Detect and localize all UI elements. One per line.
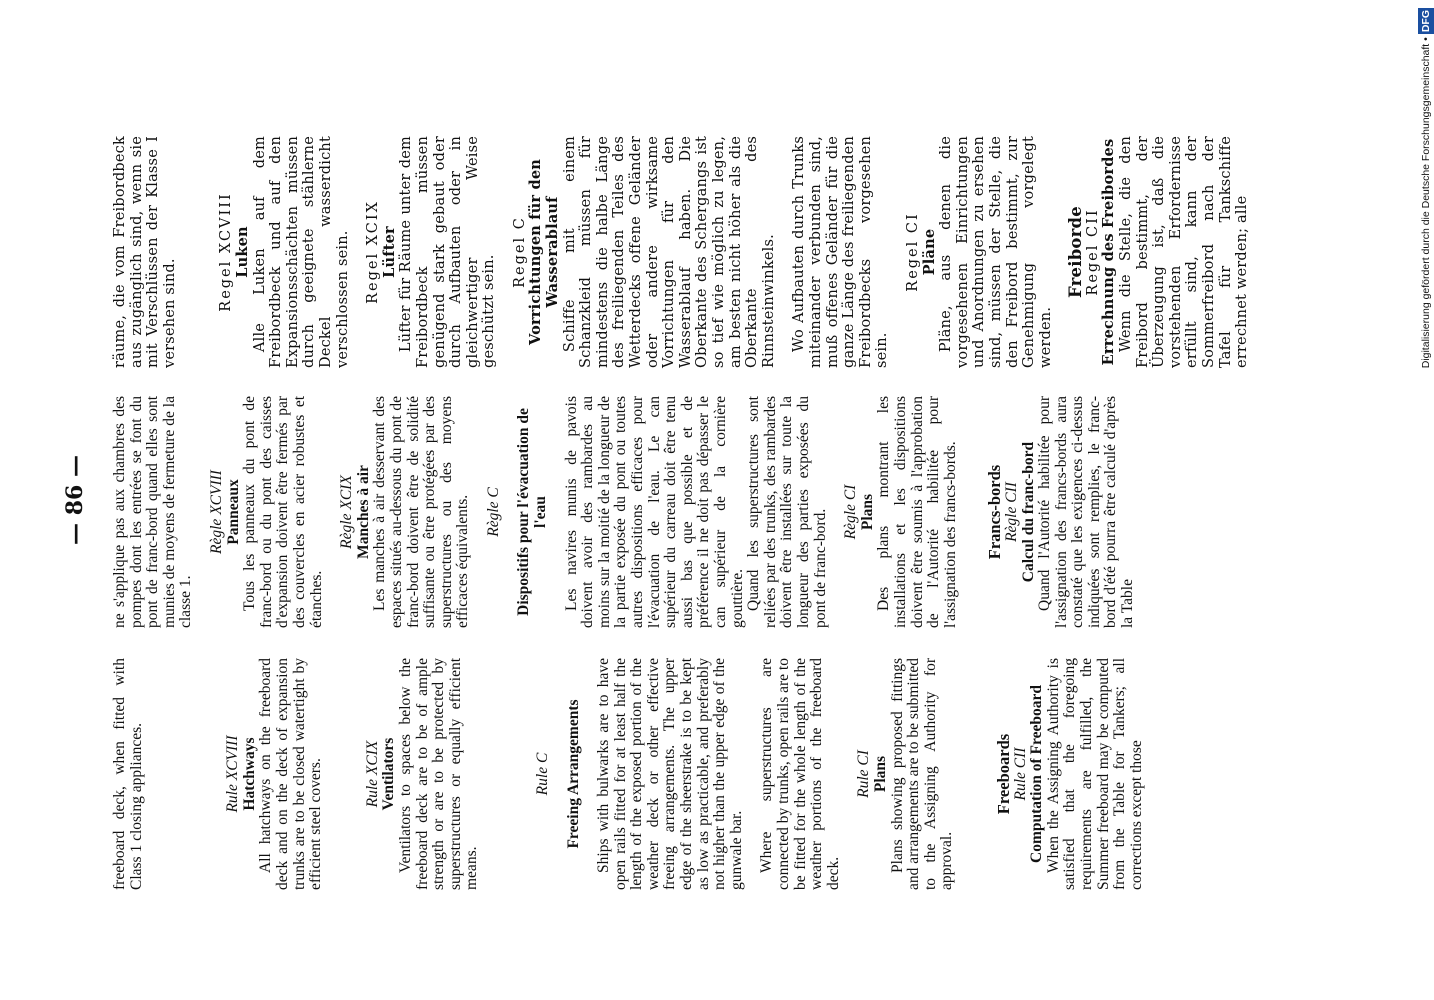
regle-cii-label: Règle CII: [1002, 482, 1020, 542]
luefter-text: Lüfter für Räume unter dem Freibordbeck müssen genügend stark gebaut oder durch Aufbauten oder in gleichwertiger Weise geschützt sein.: [398, 136, 498, 368]
continued-text: ne s'applique pas aux chambres des pompes dont les entrées se font du pont de franc-bord quand elles sont munies de moyens de fermeture de la classe 1.: [111, 396, 195, 628]
dispositifs-text-2: Quand les superstructures sont reliées par des trunks, des rambardes doivent être installées sur toute la longueur des parties exposées du pont de franc-bord.: [745, 396, 829, 628]
rule-xcix-label: Rule XCIX: [363, 740, 381, 808]
dispositifs-text-1: Les navires munis de pavois doivent avoir des rambardes au moins sur la moitié de la longueur de la partie exposée du pont ou toutes autres dispositions efficaces pour l'évacuation de l'eau. Le can supérieur du carreau doit être tenu aussi bas que possible et de préférence il ne doit pas dépasser le can supérieur de la cornière gouttière.: [562, 396, 746, 628]
computation-text: When the Assigning Authority is satisfied that the foregoing requirements are fulfilled, the Summer freeboard may be computed from the Table for Tankers; all corrections except those: [1044, 658, 1145, 890]
plaene-text: Pläne, aus denen die vorgesehenen Einrichtungen und Anordnungen zu ersehen sind, müssen der Stelle, die den Freibord bestimmt, zur Genehmigung vorgelegt werden.: [938, 136, 1054, 368]
ventilators-text: Ventilators to spaces below the freeboard deck are to be of ample strength or are to be protected by superstructures or equally efficient means.: [396, 658, 481, 890]
errechnung-heading: Errechnung des Freibordes: [1100, 138, 1118, 366]
freeing-arrangements-text-2: Where superstructures are connected by trunks, open rails are to be fitted for the whole length of the weather portions of the freeboard deck.: [758, 658, 842, 890]
english-column: [112, 658, 1145, 890]
luken-heading: Luken: [233, 226, 251, 278]
panneaux-heading: Panneaux: [224, 479, 242, 545]
freeboards-title: Freeboards: [993, 733, 1013, 815]
luken-text: Alle Luken auf dem Freibordbeck und auf den Expansionsschächten müssen durch geeignete stählerne Deckel wasserdicht verschlossen sein.: [251, 136, 351, 368]
hatchways-text: All hatchways on the freeboard deck and on the deck of expansion trunks are to be closed watertight by efficient steel covers.: [257, 658, 325, 890]
freiborde-title: Freiborde: [1066, 206, 1086, 298]
page-number: — 86 —: [62, 455, 88, 545]
calcul-text: Quand l'Autorité habilitée pour l'assignation des francs-bords aura constaté que les exigences ci-dessus indiquées sont remplies, le franc-bord d'été pourra être calculé d'après la Table: [1036, 396, 1137, 628]
regel-xcix-label: Regel XCIX: [365, 200, 382, 304]
calcul-heading: Calcul du franc-bord: [1019, 441, 1037, 583]
freeing-arrangements-text-1: Ships with bulwarks are to have open rails fitted for at least half the length of the exposed portion of the weather deck or other effective freeing arrangements. The upper edge of the sheerstrake is to be kept as low as practicable, and preferably not higher than the upper edge of the gunwale bar.: [595, 658, 745, 890]
regle-xcviii-label: Règle XCVIII: [207, 470, 225, 554]
panneaux-text: Tous les panneaux du pont de franc-bord ou du pont des caisses d'expansion doivent être fermés par des couvercles en acier robustes et étanches.: [241, 396, 325, 628]
rule-c-label: Rule C: [533, 752, 551, 796]
dfg-logo: DFG: [1420, 10, 1432, 33]
regle-ci-label: Règle CI: [842, 484, 860, 540]
francs-bords-title: Francs-bords: [985, 464, 1005, 560]
digitization-note: Digitalisierung gefördert durch die Deutsche Forschungsgemeinschaft •: [1420, 37, 1432, 369]
freeing-arrangements-heading: Freeing Arrangements: [564, 699, 582, 849]
vorrichtungen-heading: Vorrichtungen für den Wasserablauf: [527, 158, 562, 346]
plans-text: Des plans montrant les installations et les dispositions doivent être soumis à l'approbation de l'Autorité habilitée pour l'assignation des francs-bords.: [875, 396, 959, 628]
regel-ci-label: Regel CI: [904, 212, 921, 292]
errechnung-text: Wenn die Stelle, die den Freibord bestimmt, der Überzeugung ist, daß die vorstehenden Erfordernisse erfüllt sind, kann der Sommerfreibord nach der Tafel für Tankschiffe errechnet werden; alle: [1118, 136, 1251, 368]
plans-heading: Plans: [858, 493, 876, 531]
plans-text: Plans showing proposed fittings and arrangements are to be submitted to the Assigning Authority for approval.: [888, 658, 956, 890]
hatchways-heading: Hatchways: [240, 737, 258, 811]
french-column: [112, 396, 1137, 628]
computation-heading: Computation of Freeboard: [1028, 685, 1046, 863]
continued-text: räume, die vom Freibordbeck aus zugänglich sind, wenn sie mit Verschlüssen der Klasse I versehen sind.: [112, 136, 178, 368]
regel-xcviii-label: Regel XCVIII: [218, 192, 235, 312]
dispositifs-heading: Dispositifs pour l'évacuation de l'eau: [515, 408, 550, 616]
rule-ci-label: Rule CI: [855, 750, 873, 798]
regel-c-label: Regel C: [511, 216, 528, 288]
regel-cii-label: Regel CII: [1084, 208, 1101, 296]
regle-xcix-label: Règle XCIX: [338, 475, 356, 549]
plaene-heading: Pläne: [920, 228, 938, 276]
vorrichtungen-text-2: Wo Aufbauten durch Trunks miteinander verbunden sind, muß offenes Geländer für die ganze Länge des freiliegenden Freibordbecks vorgesehen sein.: [791, 136, 891, 368]
manches-a-air-text: Les manches à air desservant des espaces situés au-dessous du pont de franc-bord doivent être de solidité suffisante ou être protégées par des superstructures ou des moyens efficaces équivalents.: [371, 396, 472, 628]
rule-cii-label: Rule CII: [1011, 747, 1029, 801]
german-column: [112, 136, 1251, 368]
plans-heading: Plans: [872, 755, 889, 793]
manches-a-air-heading: Manches à air: [354, 465, 372, 559]
digitization-sidebar: [1418, 0, 1434, 1000]
continued-text: freeboard deck, when fitted with Class 1 closing appliances.: [111, 658, 145, 890]
ventilators-heading: Ventilators: [380, 737, 398, 811]
vorrichtungen-text-1: Schiffe mit einem Schanzkleid müssen für mindestens die halbe Länge des freiliegenden Teiles des Wetterdecks offene Geländer oder andere wirksame Vorrichtungen für den Wasserablauf haben. Die Oberkante des Schergangs ist so tief wie möglich zu legen, am besten nicht höher als die Oberkante des Rinnsteinwinkels.: [561, 136, 777, 368]
rule-xcviii-label: Rule XCVIII: [224, 735, 242, 813]
regle-c-label: Règle C: [484, 487, 502, 537]
luefter-heading: Lüfter: [380, 226, 398, 278]
